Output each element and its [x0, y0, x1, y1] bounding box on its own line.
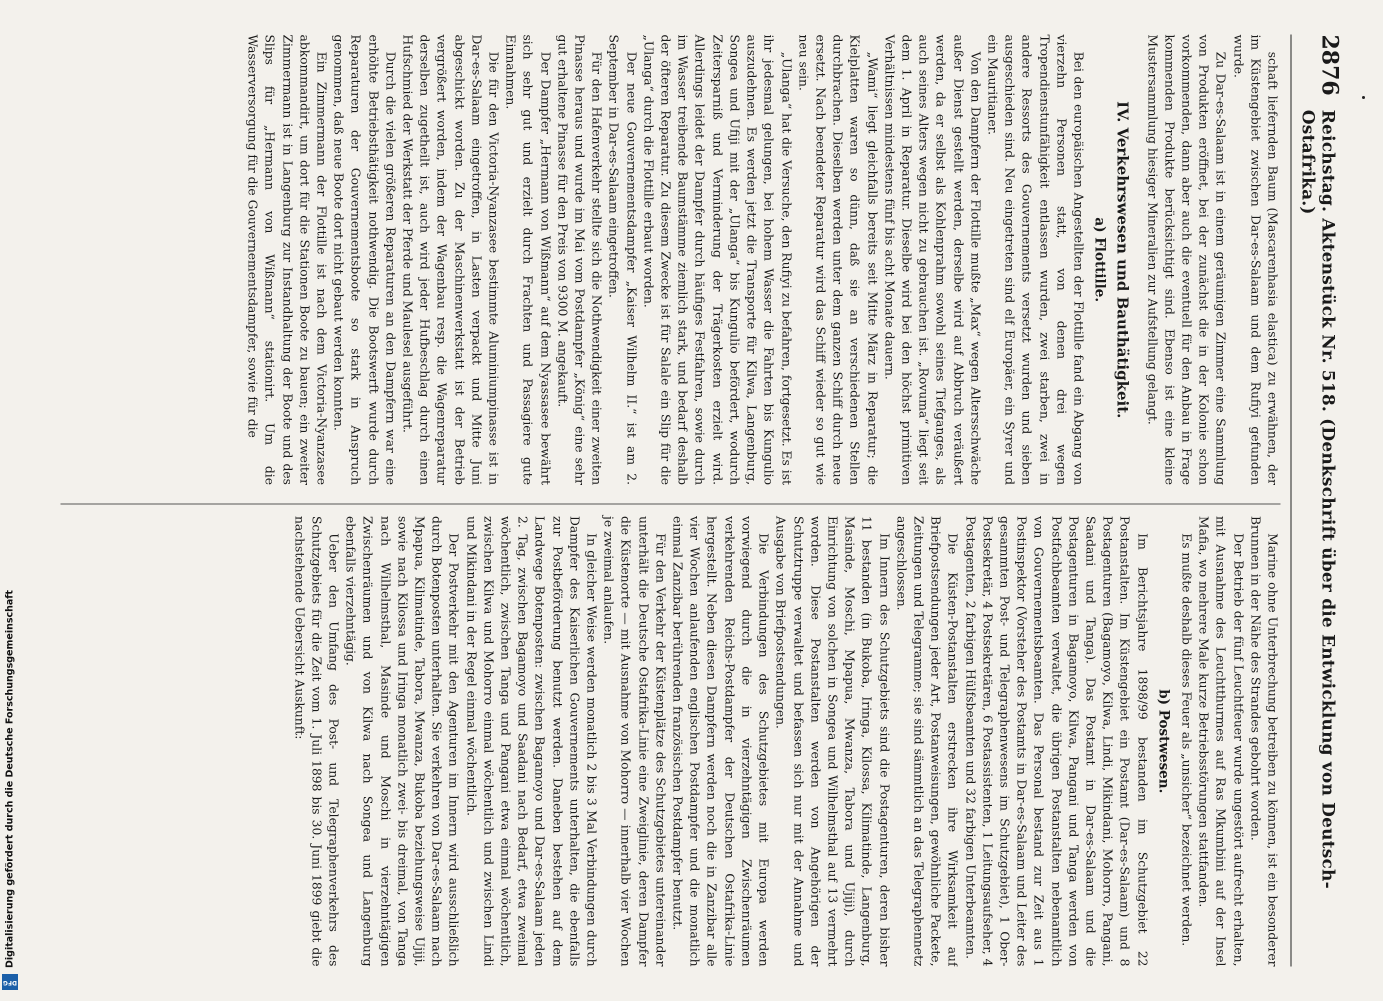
text-columns — [61, 35, 1281, 967]
paragraph: Für den Verkehr der Küstenplätze des Schutzgebietes untereinander unterhält die Deutsche Ostafrika-Linie eine Zweiglinie, deren Dampfer die Küstenorte — mit Ausnahme von Mohorro — innerhalb vier Wochen je zweimal anlaufen. — [601, 516, 668, 967]
paragraph: „Ulanga“ hat die Versuche, den Rufiyi zu befahren, fortgesetzt. Es ist ihr jedesmal gelungen, bei hohem Wasser die Fahrten bis Kungulio auszudehnen. Es werden jetzt die Transporte für Kilwa, Langenburg, Songea und Ufiji mit der „Ulanga“ bis Kungulio befördert, wodurch Zeitersparniß und Verminderung der Trägerkosten erzielt wird. Allerdings leidet der Dampfer durch häufiges Festfahren, sowie durch im Wasser treibende Baumstämme ziemlich stark, und bedarf deshalb der öfteren Reparatur. Zu diesem Zwecke ist für Salale ein Slip für die „Ulanga“ durch die Flottille erbaut worden. — [641, 34, 794, 485]
column-right — [61, 503, 1281, 967]
paragraph: Durch die vielen größeren Reparaturen an den Dampfern war eine erhöhte Betriebsthätigkeit nothwendig. Die Bootswerft wurde durch Reparaturen der Gouvernementsboote so stark in Anspruch genommen, daß neue Boote dort nicht gebaut werden konnten. — [331, 34, 398, 485]
paragraph: Die Küsten-Postanstalten erstrecken ihre Wirksamkeit auf Briefpostsendungen jeder Art, Postanweisungen, gewöhnliche Packete, Zeitungen und Telegramme; sie sind sämmtlich an das Telegraphennetz angeschlossen. — [894, 516, 960, 967]
paragraph: Zu Dar-es-Salaam ist in einem geräumigen Zimmer eine Sammlung von Produkten eröffnet, bei der zunächst die in der Kolonie schon vorkommenden, dann aber auch die eventuell für den Anbau in Frage kommenden Produkte berücksichtigt sind. Ebenso ist eine kleine Mustersammlung hiesiger Mineralien zur Aufstellung gelangt. — [1145, 34, 1228, 485]
paragraph: Im Berichtsjahre 1898/99 bestanden im Schutzgebiet 22 Postanstalten. Im Küstengebiet ein Postamt (Dar-es-Salaam) und 8 Postagenturen (Bagamoyo, Kilwa, Lindi, Mikindani, Mohorro, Pangani, Saadani und Tanga). Das Postamt in Dar-es-Salaam und die Postagenturen in Bagamoyo, Kilwa, Pangani und Tanga werden von Postfachbeamten verwaltet, die übrigen Postanstalten nebenamtlich von Gouvernementsbeamten. Das Personal bestand zur Zeit aus 1 Postinspektor (Vorsteher des Postamts in Dar-es-Salaam und Leiter des gesammten Post- und Telegraphenwesens im Schutzgebiet), 1 Ober-Postsekretär, 4 Postsekretären, 6 Postassistenten, 1 Leitungsaufseher, 4 Postagenten, 2 farbigen Hülfsbeamten und 32 farbigen Unterbeamten. — [963, 516, 1150, 967]
section-heading: IV. Verkehrswesen und Bauthätigkeit. — [1113, 101, 1132, 419]
paragraph: Es mußte deshalb dieses Feuer als „unsicher“ bezeichnet werden. — [1179, 533, 1194, 947]
paragraph: Für den Hafenverkehr stellte sich die Nothwendigkeit einer zweiten Pinasse heraus und wurde im Mai vom Postdampfer „König“ eine sehr gut erhaltene Pinasse für den Preis von 9300 M. angekauft. — [555, 34, 604, 485]
paragraph: Ueber den Umfang des Post- und Telegraphenverkehrs des Schutzgebiets für die Zeit vom 1. Juli 1898 bis 30. Juni 1899 giebt die nachstehende Uebersicht Auskunft: — [292, 516, 341, 967]
paragraph: Die Verbindungen des Schutzgebietes mit Europa werden vorwiegend durch die in vierzehntägigen Zwischenräumen verkehrenden Reichs-Postdampfer der Deutschen Ostafrika-Linie hergestellt. Neben diesen Dampfern werden noch die in Zanzibar alle vier Wochen anlaufenden englischen Postdampfer und die monatlich einmal Zanzibar berührenden französischen Postdampfer benutzt. — [670, 516, 771, 967]
paragraph: Im Innern des Schutzgebiets sind die Postagenturen, deren bisher 11 bestanden (in Bukoba, Iringa, Kilossa, Kilimatinde, Langenburg, Masinde, Moschi, Mpapua, Mwanza, Tabora und Ujiji), durch Einrichtung von solchen in Songea und Wilhelmsthal auf 13 vermehrt worden. Diese Postanstalten werden von Angehörigen der Schutztruppe verwaltet und befassen sich nur mit der Annahme und Ausgabe von Briefpostsendungen. — [773, 516, 892, 967]
dfg-logo-icon: DFG — [2, 974, 18, 990]
paragraph: In gleicher Weise werden monatlich 2 bis 3 Mal Verbindungen durch Dampfer des Kaiserlichen Gouvernements unterhalten, die ebenfalls zur Postbeförderung benutzt werden. Daneben bestehen auf dem Landwege Botenposten: zwischen Bagamoyo und Dar-es-Salaam jeden 2. Tag, zwischen Bagamoyo und Saadani nach Bedarf, etwa zweimal wöchentlich, zwischen Tanga und Pangani etwa einmal wöchentlich, zwischen Kilwa und Mohorro einmal wöchentlich und zwischen Lindi und Mikindani in der Regel einmal wöchentlich. — [464, 516, 599, 967]
paragraph: Der neue Gouvernementsdampfer „Kaiser Wilhelm II.“ ist am 2. September in Dar-es-Salaam eingetroffen. — [606, 34, 639, 485]
paragraph: „Wami“ liegt gleichfalls bereits seit Mitte März in Reparatur; die Kielplatten waren so dünn, daß sie an verschiedenen Stellen durchbrachen. Dieselben werden unter dem ganzen Schiff durch neue ersetzt. Nach beendeter Reparatur wird das Schiff wieder so gut wie neu sein. — [796, 34, 880, 485]
page-number: 2876 — [1316, 34, 1343, 96]
page-header-title: Reichstag. Aktenstück Nr. 518. (Denkschrift über die Entwicklung von Deutsch-Ostafrika.) — [1297, 109, 1338, 889]
paragraph: Bei den europäischen Angestellten der Flottille fand ein Abgang von vierzehn Personen statt, von denen drei wegen Tropendienstunfähigkeit entlassen wurden, zwei starben, zwei in andere Ressorts des Gouvernements versetzt wurden und sieben ausgeschieden sind. Neu eingetreten sind elf Europäer, ein Syrer und ein Mauritianer. — [985, 34, 1086, 485]
paragraph: Der Postverkehr mit den Agenturen im Innern wird ausschließlich durch Botenposten unterhalten. Sie verkehren von Dar-es-Salaam nach Mpapua, Kilimatinde, Tabora, Mwanza, Bukoba beziehungsweise Ujiji, sowie nach Kilossa und Iringa monatlich zwei- bis dreimal, von Tanga nach Wilhelmsthal, Masinde und Moschi in vierzehntägigen Zwischenräumen und von Kilwa nach Songea und Langenburg ebenfalls vierzehntägig. — [343, 516, 461, 967]
running-header — [1291, 35, 1343, 967]
paragraph: schaft liefernden Baum (Mascarenhasia elastica) zu erwähnen, der im Küstengebiet zwischen Dar-es-Salaam und dem Rufiyi gefunden wurde. — [1231, 34, 1280, 485]
sub-heading-postwesen: b) Postwesen. — [1155, 689, 1172, 794]
paragraph: Marine ohne Unterbrechung betreiben zu können, ist ein besonderer Brunnen in der Nähe des Strandes gebohrt worden. — [1248, 516, 1280, 967]
paragraph: Der Dampfer „Hermann von Wißmann“ auf dem Nyassasee bewährt sich sehr gut und erzielt durch Frachten und Passagiere gute Einnahmen. — [503, 34, 553, 485]
column-left — [61, 35, 1281, 486]
rotated-document-page — [0, 1, 1383, 1001]
sub-heading-flottille: a) Flottille. — [1091, 217, 1108, 303]
paragraph: Von den Dampfern der Flottille mußte „Max“ wegen Altersschwäche außer Dienst gestellt werden, derselbe wird auf Abbruch veräußert werden, da er selbst als Kohlenprahm sowohl seines Tiefganges, als auch seines Alters wegen nicht zu gebrauchen ist. „Rovuma“ liegt seit dem 1. April in Reparatur. Dieselbe wird bei den höchst primitiven Verhältnissen mindestens fünf bis acht Monate dauern. — [882, 34, 983, 485]
paragraph: Der Betrieb der fünf Leuchtfeuer wurde ungestört aufrecht erhalten, mit Ausnahme des Leuchtthurmes auf Ras Mkumbini auf der Insel Mafia, wo mehrere Male kurze Betriebsstörungen stattfanden. — [1196, 516, 1246, 967]
paragraph: Ein Zimmermann der Flottille ist nach dem Victoria-Nyanzasee abkommandirt, um dort für die Stationen Boote zu bauen; ein zweiter Zimmermann ist in Langenburg zur Instandhaltung der Boote und des Slips für „Hermann von Wißmann“ stationirt. Um die Wasserversorgung für die Gouvernementsdampfer, sowie für die — [245, 34, 329, 485]
digitization-credit-text: Digitalisierung gefördert durch die Deutsche Forschungsgemeinschaft — [4, 590, 16, 968]
paragraph: Die für den Victoria-Nyanzasee bestimmte Aluminiumpinasse ist in Dar-es-Salaam eingetroffen, in Lasten verpackt und Mitte Juni abgeschickt worden. Zu der Maschinenwerkstatt ist der Betrieb vergrößert worden, indem der Wagenbau resp. die Wagenreparatur derselben zugetheilt ist, auch wird jeder Hufbeschlag durch einen Hufschmied der Werkstatt der Pferde und Maulesel ausgeführt. — [400, 34, 501, 485]
